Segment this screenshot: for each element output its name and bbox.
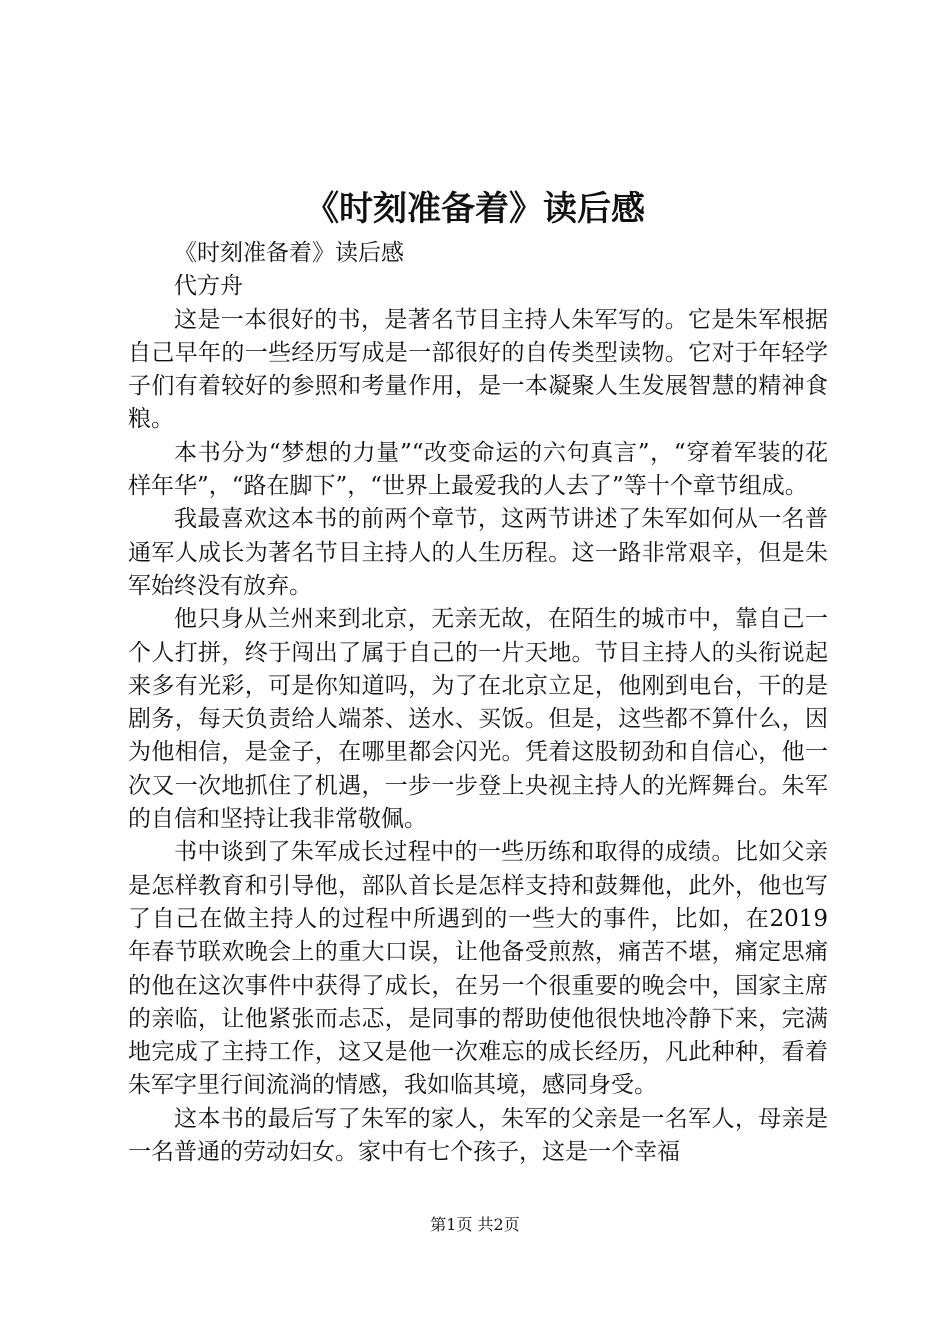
body-paragraph: 这本书的最后写了朱军的家人，朱军的父亲是一名军人，母亲是一名普通的劳动妇女。家中有七个孩子，这是一个幸福: [128, 1105, 828, 1166]
body-paragraph: 他只身从兰州来到北京，无亲无故，在陌生的城市中，靠自己一个人打拼，终于闯出了属于自己的一片天地。节目主持人的头衔说起来多有光彩，可是你知道吗，为了在北京立足，他刚到电台，干的是剧务，每天负责给人端茶、送水、买饭。但是，这些都不算什么，因为他相信，是金子，在哪里都会闪光。凭着这股韧劲和自信心，他一次又一次地抓住了机遇，一步一步登上央视主持人的光辉舞台。朱军的自信和坚持让我非常敬佩。: [128, 606, 828, 833]
body-paragraph: 这是一本很好的书，是著名节目主持人朱军写的。它是朱军根据自己早年的一些经历写成是一部很好的自传类型读物。它对于年轻学子们有着较好的参照和考量作用，是一本凝聚人生发展智慧的精神食粮。: [128, 306, 828, 433]
author-paragraph: 代方舟: [174, 273, 243, 300]
page-footer: 第1页 共2页: [430, 1215, 520, 1234]
page-title: 《时刻准备着》读后感: [305, 189, 645, 229]
body-paragraph: 我最喜欢这本书的前两个章节，这两节讲述了朱军如何从一名普通军人成长为著名节目主持人的人生历程。这一路非常艰辛，但是朱军始终没有放弃。: [128, 506, 828, 599]
body-paragraph: 本书分为“梦想的力量”“改变命运的六句真言”，“穿着军装的花样年华”，“路在脚下”，“世界上最爱我的人去了”等十个章节组成。: [128, 439, 828, 500]
subtitle-paragraph: 《时刻准备着》读后感: [174, 240, 404, 266]
document-body: [128, 237, 828, 1169]
body-paragraph: 书中谈到了朱军成长过程中的一些历练和取得的成绩。比如父亲是怎样教育和引导他，部队首长是怎样支持和鼓舞他，此外，他也写了自己在做主持人的过程中所遇到的一些大的事件，比如，在2019年春节联欢晚会上的重大口误，让他备受煎熬，痛苦不堪，痛定思痛的他在这次事件中获得了成长，在另一个很重要的晚会中，国家主席的亲临，让他紧张而忐忑，是同事的帮助使他很快地冷静下来，完满地完成了主持工作，这又是他一次难忘的成长经历，凡此种种，看着朱军字里行间流淌的情感，我如临其境，感同身受。: [128, 839, 828, 1099]
